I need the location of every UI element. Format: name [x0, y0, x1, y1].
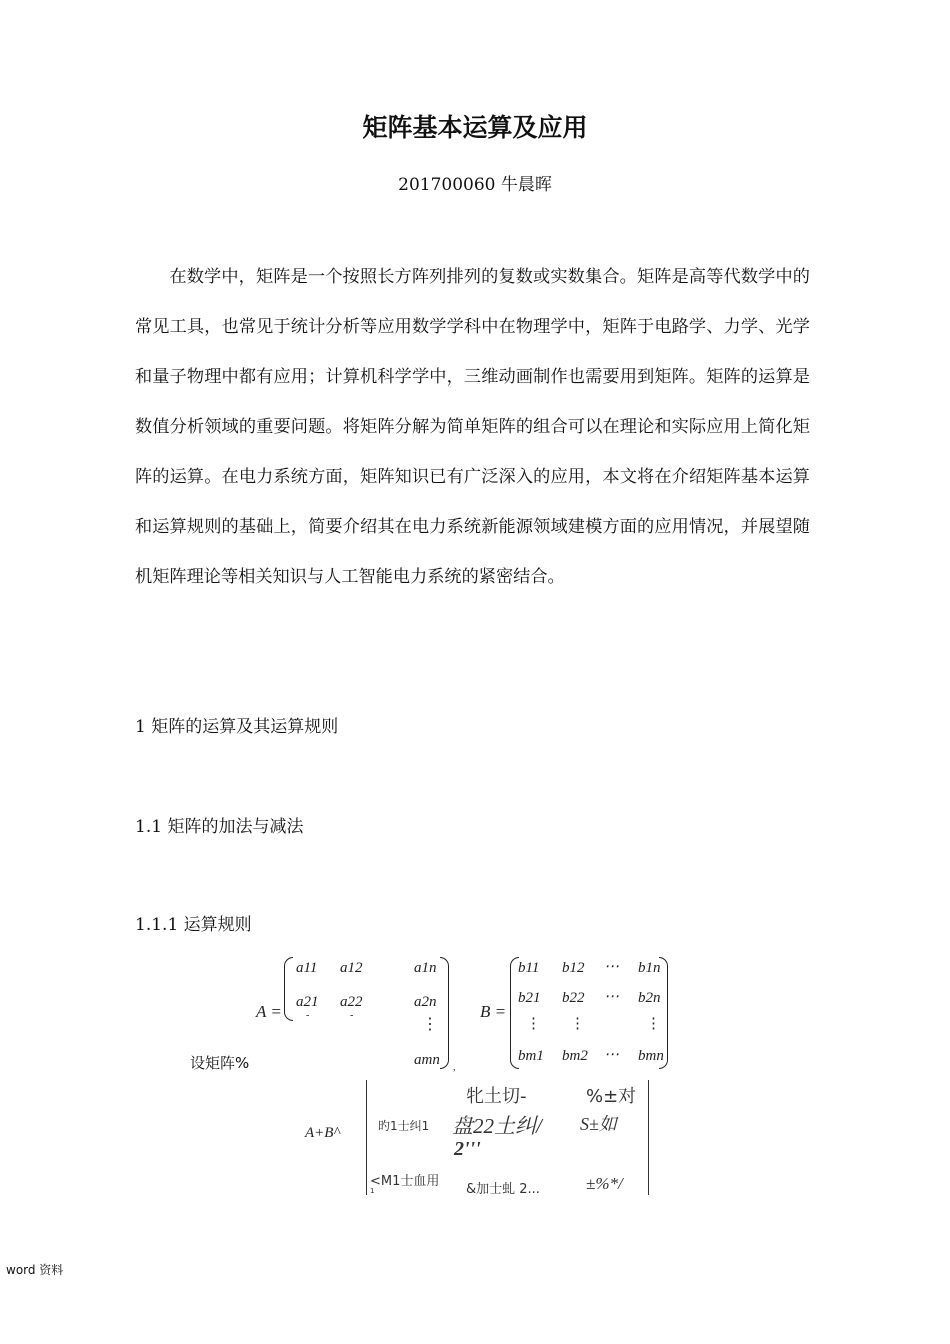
- matrix-b-element: b11: [518, 960, 540, 976]
- matrix-a-element: amn: [414, 1052, 440, 1068]
- document-title: 矩阵基本运算及应用: [362, 113, 588, 142]
- matrix-a-element: a22: [340, 994, 363, 1010]
- matrix-a-element: a12: [340, 960, 363, 976]
- matrix-a-element: a21: [296, 994, 319, 1010]
- sum-element: ±%*/: [586, 1174, 623, 1193]
- sum-element: S±如: [580, 1114, 617, 1134]
- document-author: 201700060 牛晨晖: [398, 175, 552, 195]
- matrix-b-element: b21: [518, 990, 541, 1006]
- sum-element: 旳1士纠1: [378, 1119, 430, 1133]
- matrix-b-element: bm1: [518, 1048, 544, 1064]
- section-heading-1-1-1: 1.1.1 运算规则: [135, 915, 252, 935]
- sum-element: 盘22土纠/: [452, 1114, 542, 1138]
- matrix-b-element: b2n: [638, 990, 661, 1006]
- matrix-b-element: b1n: [638, 960, 661, 976]
- matrix-b-element: ⋯: [604, 1047, 619, 1063]
- matrix-b-right-bracket: [659, 957, 668, 1069]
- sum-element: 1: [370, 1187, 375, 1195]
- matrix-a-left-bracket: [284, 957, 293, 1021]
- matrix-b-vdots: ⋮: [526, 1016, 541, 1032]
- matrix-a-right-bracket: [440, 957, 449, 1069]
- matrix-b-element: b22: [562, 990, 585, 1006]
- intro-text: 在数学中，矩阵是一个按照长方阵列排列的复数或实数集合。矩阵是高等代数学中的常见工具，也常见于统计分析等应用数学学科中在物理学中，矩阵于电路学、力学、光学和量子物理中都有应用；计算机科学学中，三维动画制作也需要用到矩阵。矩阵的运算是数值分析领域的重要问题。将矩阵分解为简单矩阵的组合可以在理论和实际应用上简化矩阵的运算。在电力系统方面，矩阵知识已有广泛深入的应用，本文将在介绍矩阵基本运算和运算规则的基础上，简要介绍其在电力系统新能源领域建模方面的应用情况，并展望随机矩阵理论等相关知识与人工智能电力系统的紧密结合。: [135, 267, 810, 587]
- sum-element: <M1士血用: [370, 1174, 440, 1189]
- matrix-b-element: ⋯: [604, 989, 619, 1005]
- matrix-a-element: a2n: [414, 994, 437, 1010]
- matrix-b-vdots: ⋮: [646, 1016, 661, 1032]
- sum-left-bar: [366, 1080, 367, 1195]
- matrix-a-label: A =: [256, 1002, 282, 1021]
- matrix-a-comma: ,: [453, 1062, 456, 1073]
- sum-right-bar: [648, 1080, 649, 1195]
- sum-element: 牝土切-: [466, 1086, 527, 1107]
- matrix-a-vdots: ⋮: [422, 1016, 438, 1033]
- intro-paragraph: [135, 252, 810, 602]
- sum-element: %±对: [586, 1086, 637, 1107]
- matrix-a-mark: -: [350, 1010, 354, 1021]
- sum-label: A+B^: [305, 1125, 340, 1141]
- matrix-b-element: bm2: [562, 1048, 588, 1064]
- sum-element: 2''': [454, 1138, 481, 1160]
- matrix-b-element: b12: [562, 960, 585, 976]
- matrix-b-element: bmn: [638, 1048, 664, 1064]
- page-footer: word 资料: [6, 1263, 64, 1277]
- matrix-b-label: B =: [480, 1002, 507, 1021]
- matrix-b-vdots: ⋮: [570, 1016, 585, 1032]
- section-heading-1: 1 矩阵的运算及其运算规则: [135, 717, 339, 737]
- matrix-a-mark: -: [306, 1010, 310, 1021]
- matrix-prefix-text: 设矩阵%: [190, 1054, 250, 1072]
- matrix-a-element: a1n: [414, 960, 437, 976]
- sum-element: &加士虬 2...: [466, 1182, 540, 1197]
- matrix-b-element: ⋯: [604, 959, 619, 975]
- matrix-a-element: a11: [296, 960, 318, 976]
- section-heading-1-1: 1.1 矩阵的加法与减法: [135, 817, 304, 837]
